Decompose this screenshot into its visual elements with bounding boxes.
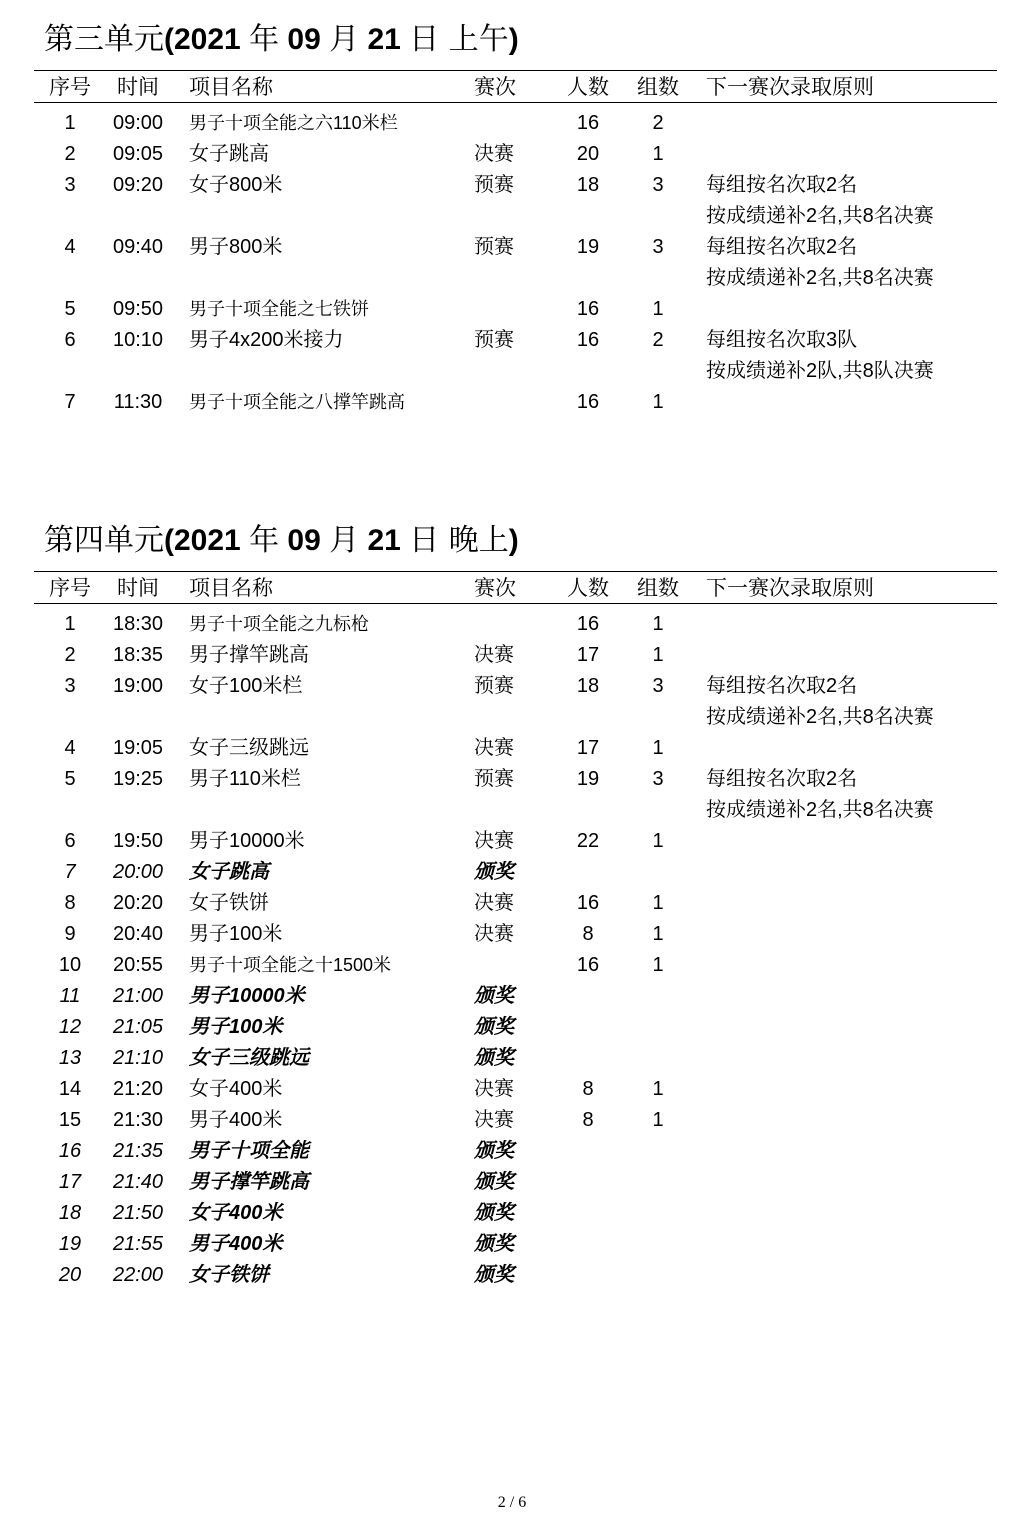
- row-time: 20:00: [112, 861, 164, 883]
- table-row: [0, 232, 1024, 294]
- row-time: 21:35: [112, 1140, 164, 1162]
- row-round: 决赛: [474, 143, 514, 165]
- row-round: 决赛: [474, 737, 514, 759]
- table-row: [0, 1167, 1024, 1198]
- row-count: 16: [576, 391, 600, 413]
- row-event: 男子撑竿跳高: [189, 1171, 309, 1193]
- unit3-title-label: 第三单元: [44, 22, 164, 57]
- table-row: [0, 294, 1024, 325]
- header-groups: 组数: [637, 76, 679, 99]
- unit4-title-month: 09: [279, 524, 330, 557]
- row-event: 男子100米: [189, 1016, 283, 1038]
- row-count: 16: [576, 329, 600, 351]
- row-round: 预赛: [474, 236, 514, 258]
- row-next-rule: 每组按名次取2名: [706, 675, 858, 697]
- row-next-rule-line2: 按成绩递补2名,共8名决赛: [706, 799, 934, 821]
- row-no: 15: [58, 1109, 82, 1131]
- unit3-title-month-char: 月: [329, 22, 360, 57]
- row-no: 1: [64, 613, 76, 635]
- table-row: [0, 139, 1024, 170]
- row-event: 女子铁饼: [189, 892, 269, 914]
- row-no: 11: [59, 985, 81, 1007]
- unit3-table-header: [0, 71, 1024, 104]
- row-round: 决赛: [474, 892, 514, 914]
- row-groups: 1: [652, 644, 664, 666]
- row-round: 颁奖: [474, 1264, 514, 1286]
- row-count: 19: [576, 236, 600, 258]
- row-groups: 2: [652, 329, 664, 351]
- header-event: 项目名称: [189, 76, 273, 99]
- row-event: 男子110米栏: [189, 768, 301, 790]
- unit3-title-day-char: 日 上午: [409, 22, 509, 57]
- table-row: [0, 1260, 1024, 1291]
- row-groups: 1: [652, 892, 664, 914]
- row-round: 预赛: [474, 675, 514, 697]
- row-time: 21:05: [112, 1016, 164, 1038]
- header-count: 人数: [567, 76, 609, 99]
- row-time: 21:55: [112, 1233, 164, 1255]
- page-number: 2 / 6: [497, 1494, 527, 1511]
- table-row: [0, 857, 1024, 888]
- table-row: [0, 981, 1024, 1012]
- row-time: 09:50: [112, 298, 164, 320]
- table-row: [0, 108, 1024, 139]
- table-row: [0, 950, 1024, 981]
- unit3-header-bottom-rule: [34, 102, 997, 103]
- row-no: 2: [64, 143, 76, 165]
- unit4-header-bottom-rule: [34, 603, 997, 604]
- header-time: 时间: [117, 76, 159, 99]
- row-count: 8: [582, 923, 594, 945]
- row-event: 男子十项全能之十1500米: [189, 955, 392, 975]
- row-round: 颁奖: [474, 1016, 514, 1038]
- table-row: [0, 325, 1024, 387]
- row-count: 19: [576, 768, 600, 790]
- row-groups: 1: [652, 391, 664, 413]
- header-event: 项目名称: [189, 577, 273, 600]
- unit4-title-day: 21: [359, 524, 410, 557]
- unit4-title-year-char: 年: [249, 523, 280, 558]
- row-time: 10:10: [112, 329, 164, 351]
- row-no: 8: [64, 892, 76, 914]
- row-event: 男子10000米: [189, 830, 305, 852]
- header-no: 序号: [49, 577, 91, 600]
- row-next-rule-line2: 按成绩递补2名,共8名决赛: [706, 267, 934, 289]
- header-groups: 组数: [637, 577, 679, 600]
- row-no: 6: [64, 329, 76, 351]
- table-row: [0, 170, 1024, 232]
- row-groups: 3: [652, 675, 664, 697]
- row-event: 男子十项全能之八撑竿跳高: [189, 392, 405, 412]
- row-groups: 1: [652, 1078, 664, 1100]
- row-round: 决赛: [474, 1109, 514, 1131]
- row-groups: 1: [652, 923, 664, 945]
- row-next-rule-line2: 按成绩递补2名,共8名决赛: [706, 205, 934, 227]
- row-next-rule: 每组按名次取2名: [706, 174, 858, 196]
- row-no: 14: [58, 1078, 82, 1100]
- row-count: 17: [576, 644, 600, 666]
- table-row: [0, 764, 1024, 826]
- row-no: 1: [64, 112, 76, 134]
- unit3-title-close: ): [508, 23, 519, 56]
- row-no: 9: [64, 923, 76, 945]
- row-time: 09:00: [112, 112, 164, 134]
- row-count: 20: [576, 143, 600, 165]
- row-round: 预赛: [474, 768, 514, 790]
- row-round: 决赛: [474, 644, 514, 666]
- row-no: 13: [58, 1047, 82, 1069]
- row-groups: 3: [652, 768, 664, 790]
- row-count: 8: [582, 1109, 594, 1131]
- header-round: 赛次: [474, 76, 516, 99]
- row-next-rule: 每组按名次取2名: [706, 768, 858, 790]
- row-count: 16: [576, 892, 600, 914]
- row-time: 09:40: [112, 236, 164, 258]
- header-next-rule: 下一赛次录取原则: [706, 577, 874, 600]
- row-round: 颁奖: [474, 985, 514, 1007]
- row-next-rule: 每组按名次取3队: [706, 329, 858, 351]
- row-event: 男子十项全能: [189, 1140, 309, 1162]
- table-row: [0, 1012, 1024, 1043]
- row-count: 17: [576, 737, 600, 759]
- row-round: 颁奖: [474, 1047, 514, 1069]
- unit4-title-day-char: 日 晚上: [409, 523, 509, 558]
- row-groups: 2: [652, 112, 664, 134]
- row-event: 女子800米: [189, 174, 283, 196]
- row-count: 8: [582, 1078, 594, 1100]
- row-count: 16: [576, 613, 600, 635]
- header-time: 时间: [117, 577, 159, 600]
- table-row: [0, 1198, 1024, 1229]
- row-time: 21:20: [112, 1078, 164, 1100]
- row-time: 18:35: [112, 644, 164, 666]
- unit4-title-year: (2021: [164, 524, 250, 557]
- row-no: 2: [64, 644, 76, 666]
- row-no: 19: [58, 1233, 82, 1255]
- row-event: 男子10000米: [189, 985, 305, 1007]
- row-round: 颁奖: [474, 1202, 514, 1224]
- row-next-rule-line2: 按成绩递补2队,共8队决赛: [706, 360, 934, 382]
- table-row: [0, 609, 1024, 640]
- row-no: 5: [64, 768, 76, 790]
- unit4-title-close: ): [508, 524, 519, 557]
- row-count: 18: [576, 675, 600, 697]
- table-row: [0, 733, 1024, 764]
- row-time: 20:20: [112, 892, 164, 914]
- row-event: 男子十项全能之六110米栏: [189, 113, 398, 133]
- row-no: 3: [64, 174, 76, 196]
- row-groups: 1: [652, 954, 664, 976]
- table-row: [0, 919, 1024, 950]
- row-event: 男子400米: [189, 1233, 283, 1255]
- row-next-rule: 每组按名次取2名: [706, 236, 858, 258]
- row-no: 17: [58, 1171, 82, 1193]
- table-row: [0, 387, 1024, 418]
- row-no: 20: [58, 1264, 82, 1286]
- row-count: 22: [576, 830, 600, 852]
- row-time: 21:50: [112, 1202, 164, 1224]
- row-time: 21:30: [112, 1109, 164, 1131]
- row-count: 16: [576, 298, 600, 320]
- table-row: [0, 888, 1024, 919]
- table-row: [0, 1105, 1024, 1136]
- row-event: 男子十项全能之七铁饼: [189, 299, 369, 319]
- row-no: 4: [64, 737, 76, 759]
- row-round: 决赛: [474, 923, 514, 945]
- table-row: [0, 1229, 1024, 1260]
- row-round: 颁奖: [474, 1233, 514, 1255]
- row-event: 女子100米栏: [189, 675, 303, 697]
- row-event: 男子400米: [189, 1109, 283, 1131]
- row-no: 16: [58, 1140, 82, 1162]
- row-count: 16: [576, 112, 600, 134]
- row-groups: 3: [652, 236, 664, 258]
- row-no: 7: [64, 861, 76, 883]
- row-event: 男子撑竿跳高: [189, 644, 309, 666]
- row-event: 女子铁饼: [189, 1264, 269, 1286]
- row-round: 预赛: [474, 174, 514, 196]
- unit3-title-day: 21: [359, 23, 410, 56]
- row-groups: 1: [652, 1109, 664, 1131]
- row-event: 女子400米: [189, 1202, 283, 1224]
- unit3-title-year-char: 年: [249, 22, 280, 57]
- row-no: 3: [64, 675, 76, 697]
- row-time: 20:55: [112, 954, 164, 976]
- row-time: 21:00: [112, 985, 164, 1007]
- row-round: 预赛: [474, 329, 514, 351]
- row-groups: 1: [652, 737, 664, 759]
- row-groups: 1: [652, 613, 664, 635]
- row-count: 16: [576, 954, 600, 976]
- row-no: 5: [64, 298, 76, 320]
- row-event: 女子三级跳远: [189, 1047, 309, 1069]
- row-time: 19:05: [112, 737, 164, 759]
- table-row: [0, 1074, 1024, 1105]
- row-time: 21:10: [112, 1047, 164, 1069]
- row-event: 女子三级跳远: [189, 737, 309, 759]
- row-round: 决赛: [474, 1078, 514, 1100]
- header-round: 赛次: [474, 577, 516, 600]
- row-groups: 1: [652, 298, 664, 320]
- header-no: 序号: [49, 76, 91, 99]
- unit4-title-month-char: 月: [329, 523, 360, 558]
- row-count: 18: [576, 174, 600, 196]
- row-round: 决赛: [474, 830, 514, 852]
- row-time: 18:30: [112, 613, 164, 635]
- row-time: 19:50: [112, 830, 164, 852]
- row-event: 女子跳高: [189, 143, 269, 165]
- table-row: [0, 1043, 1024, 1074]
- row-time: 09:05: [112, 143, 164, 165]
- row-round: 颁奖: [474, 1171, 514, 1193]
- row-time: 19:25: [112, 768, 164, 790]
- unit3-title-year: (2021: [164, 23, 250, 56]
- row-round: 颁奖: [474, 1140, 514, 1162]
- row-time: 19:00: [112, 675, 164, 697]
- row-event: 男子十项全能之九标枪: [189, 614, 369, 634]
- row-groups: 1: [652, 830, 664, 852]
- row-time: 11:30: [113, 391, 163, 413]
- unit3-title-month: 09: [279, 23, 330, 56]
- row-no: 4: [64, 236, 76, 258]
- header-next-rule: 下一赛次录取原则: [706, 76, 874, 99]
- row-no: 18: [58, 1202, 82, 1224]
- row-event: 女子跳高: [189, 861, 269, 883]
- row-groups: 3: [652, 174, 664, 196]
- row-time: 21:40: [112, 1171, 164, 1193]
- row-time: 09:20: [112, 174, 164, 196]
- header-count: 人数: [567, 577, 609, 600]
- row-round: 颁奖: [474, 861, 514, 883]
- row-no: 12: [58, 1016, 82, 1038]
- row-time: 22:00: [112, 1264, 164, 1286]
- row-event: 男子800米: [189, 236, 283, 258]
- table-row: [0, 1136, 1024, 1167]
- row-no: 6: [64, 830, 76, 852]
- row-time: 20:40: [112, 923, 164, 945]
- row-event: 男子100米: [189, 923, 283, 945]
- row-next-rule-line2: 按成绩递补2名,共8名决赛: [706, 706, 934, 728]
- row-event: 女子400米: [189, 1078, 283, 1100]
- unit3-title: [44, 20, 519, 60]
- row-event: 男子4x200米接力: [189, 329, 344, 351]
- row-groups: 1: [652, 143, 664, 165]
- row-no: 10: [58, 954, 82, 976]
- unit4-title: [44, 521, 519, 561]
- table-row: [0, 640, 1024, 671]
- table-row: [0, 826, 1024, 857]
- table-row: [0, 671, 1024, 733]
- row-no: 7: [64, 391, 76, 413]
- unit4-title-label: 第四单元: [44, 523, 164, 558]
- unit4-table-header: [0, 572, 1024, 605]
